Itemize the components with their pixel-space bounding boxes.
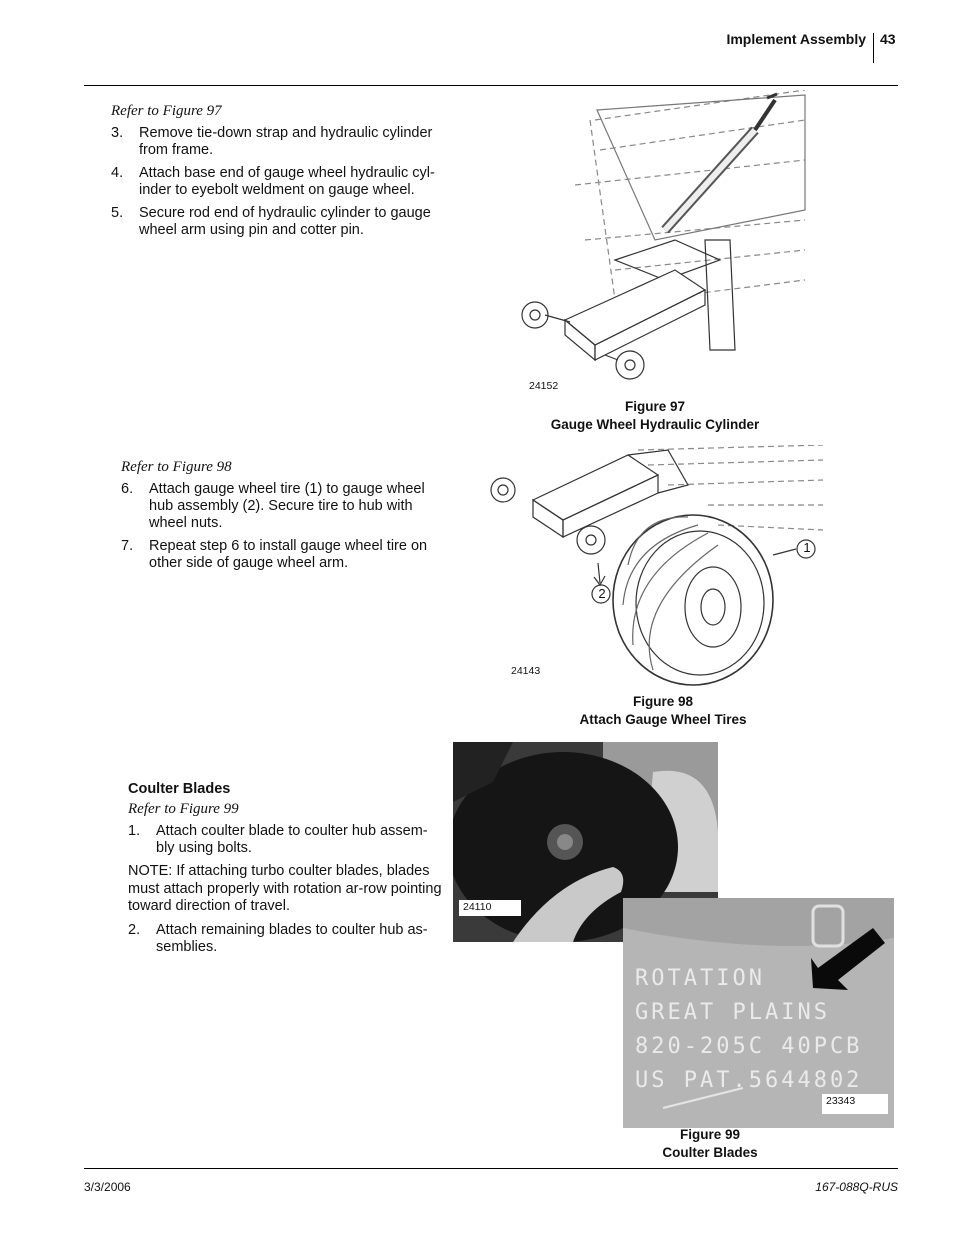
figure-97-title: Gauge Wheel Hydraulic Cylinder (550, 417, 760, 432)
step-number: 3. (111, 125, 124, 141)
step-6 (121, 481, 451, 532)
step-text: Attach gauge wheel tire (1) to gauge wheel hub assembly (2). Secure tire to hub with wheel nuts. (149, 481, 425, 531)
blade-text-line: ROTATION (635, 966, 765, 991)
blade-text-line: US PAT.5644802 (635, 1068, 863, 1093)
figure-97-label: Figure 97 (624, 399, 686, 414)
step-2 (128, 922, 444, 956)
step-text: Attach base end of gauge wheel hydraulic cyl-inder to eyebolt weldment on gauge wheel. (139, 165, 435, 198)
figure-98-id: 24143 (511, 665, 541, 677)
step-4 (111, 165, 451, 199)
step-text: Remove tie-down strap and hydraulic cylinder from frame. (139, 125, 433, 158)
section-coulter-blades (128, 781, 444, 956)
figure-99-photo2-id: 23343 (822, 1094, 888, 1114)
blade-stamped-text (635, 962, 885, 1098)
step-number: 1. (128, 823, 141, 839)
header-rule (84, 85, 898, 86)
figure-97-caption (505, 398, 805, 434)
step-number: 5. (111, 205, 124, 221)
footer-doc-number: 167-088Q-RUS (815, 1180, 898, 1194)
step-number: 6. (121, 481, 134, 497)
step-number: 2. (128, 921, 141, 938)
figure-97-drawing (505, 90, 810, 390)
step-7 (121, 538, 451, 572)
footer-rule (84, 1168, 898, 1169)
figure-99-label: Figure 99 (679, 1127, 741, 1142)
figure-98-label: Figure 98 (632, 694, 694, 709)
blade-text-line: GREAT PLAINS (635, 1000, 830, 1025)
figure-98-caption (513, 693, 813, 729)
figure-reference: Refer to Figure 99 (128, 801, 239, 817)
blade-text-line: 820-205C 40PCB (635, 1034, 863, 1059)
figure-97-id: 24152 (529, 380, 559, 392)
step-number: 4. (111, 165, 124, 181)
figure-99-title: Coulter Blades (662, 1145, 758, 1160)
section-fig97-text (111, 103, 451, 239)
figure-reference: Refer to Figure 97 (111, 103, 222, 119)
figure-98-drawing (488, 445, 828, 690)
figure-reference: Refer to Figure 98 (121, 459, 232, 475)
step-1 (128, 823, 444, 857)
step-number: 7. (121, 538, 134, 554)
step-3 (111, 125, 451, 159)
header-divider (873, 33, 874, 63)
step-text: Attach coulter blade to coulter hub assem-bly using bolts. (156, 823, 428, 856)
note: NOTE: If attaching turbo coulter blades, blades must attach properly with rotation ar-row pointing toward direction of travel. (128, 863, 442, 914)
section-heading: Coulter Blades (128, 781, 231, 797)
figure-98-title: Attach Gauge Wheel Tires (579, 712, 747, 727)
callout-1: 1 (803, 540, 811, 555)
footer-date: 3/3/2006 (84, 1180, 131, 1194)
figure-99-photo1-id: 24110 (459, 900, 521, 916)
page-number: 43 (880, 31, 896, 47)
header-title: Implement Assembly (726, 31, 866, 47)
figure-99-photo-rotation-arrow (623, 898, 894, 1128)
callout-2: 2 (598, 586, 606, 601)
step-text: Repeat step 6 to install gauge wheel tire on other side of gauge wheel arm. (149, 538, 428, 571)
figure-99-caption (560, 1126, 860, 1162)
step-text: Attach remaining blades to coulter hub as-semblies. (156, 921, 428, 955)
section-fig98-text (121, 459, 451, 572)
step-5 (111, 205, 451, 239)
step-text: Secure rod end of hydraulic cylinder to gauge wheel arm using pin and cotter pin. (139, 205, 431, 238)
